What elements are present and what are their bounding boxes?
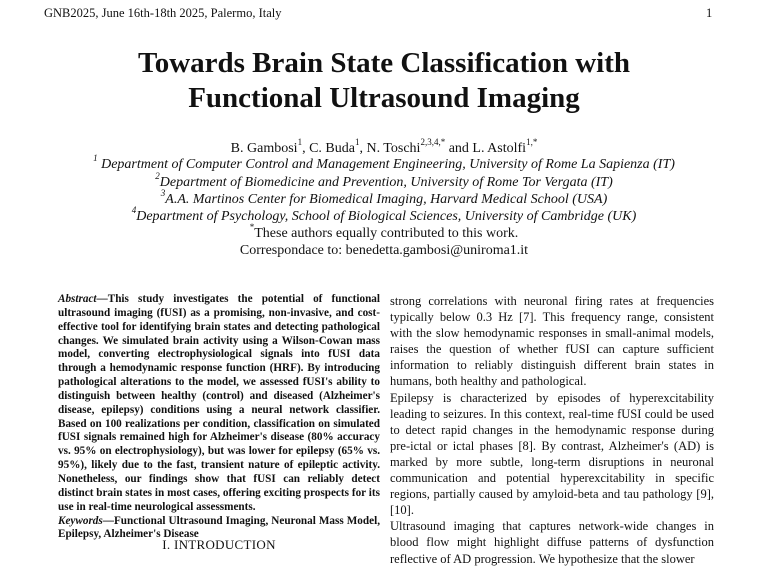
affiliation-text: Department of Psychology, School of Biological Sciences, University of Cambridge (UK) — [136, 209, 637, 224]
author-name: C. Buda — [309, 141, 355, 156]
affiliation-text: Department of Computer Control and Management Engineering, University of Rome La Sapienza (IT) — [97, 157, 675, 172]
abstract — [58, 293, 380, 515]
title-line-1: Towards Brain State Classification with — [138, 47, 630, 79]
body-paragraph-1: strong correlations with neuronal firing rates at frequencies typically below 0.3 Hz [7]. This frequency range, consistent with the slow hemodynamic responses in small-animal models, raises the question of whether fUSI can capture sufficient information to reliably distinguish different brain states in humans, both healthy and pathological. — [390, 294, 714, 389]
affiliation-mark: 3 — [160, 188, 166, 199]
paper-title — [40, 46, 728, 116]
body-paragraph-3: Ultrasound imaging that captures network-wide changes in blood flow might highlight diffuse patterns of dysfunction reflective of AD progression. We hypothesize that the slower — [390, 519, 714, 566]
right-column — [390, 293, 714, 567]
left-column — [58, 293, 380, 542]
abstract-text: —This study investigates the potential of functional ultrasound imaging (fUSI) as a promising, non-invasive, and cost-effective tool for identifying brain states and detecting pathological changes. We simulated brain activity using a Wilson-Cowan mass model, converting electrophysiological signals into fUSI data through a hemodynamic response function (HRF). By introducing pathological alterations to the model, we assessed fUSI's ability to distinguish between healthy (control) and diseased (Alzheimer's disease, epilepsy) conditions using a neural network classifier. Based on 100 realizations per condition, classification on simulated fUSI signals remained high for Alzheimer's disease (80% accuracy vs. 95% on electrophysiology), but was lower for epilepsy (65% vs. 95%), likely due to the fast, transient nature of epileptic activity. Nonetheless, our findings show that fUSI can reliably detect distinct brain states in most cases, offering exciting prospects for its use in real-time neurological assessments. — [58, 293, 380, 513]
body-paragraph-2: Epilepsy is characterized by episodes of hyperexcitability leading to seizures. In this context, real-time fUSI could be used to detect rapid changes in the hemodynamic response during pre-ictal or ictal phases [8]. By contrast, Alzheimer's (AD) is marked by more subtle, long-term disruptions in neuronal communication and potential hyperexcitability in specific regions, partially caused by amyloid-beta and tau pathology [9], [10]. — [390, 390, 714, 518]
author-conjunction: and — [448, 141, 469, 156]
page-number: 1 — [706, 6, 713, 20]
author-affiliation-mark: 1 — [354, 137, 360, 148]
conference-header: GNB2025, June 16th-18th 2025, Palermo, Italy — [44, 6, 282, 20]
correspondence-line: Correspondace to: benedetta.gambosi@uniroma1.it — [239, 243, 529, 258]
affiliation-mark: 1 — [93, 153, 98, 164]
affiliation-mark: 4 — [131, 205, 137, 216]
keywords-text: —Functional Ultrasound Imaging, Neuronal Mass Model, Epilepsy, Alzheimer's Disease — [58, 514, 380, 541]
abstract-label: Abstract — [58, 293, 97, 305]
affiliation-mark: 2 — [155, 171, 160, 182]
author-affiliation-mark: 1,* — [526, 137, 538, 148]
section-heading-introduction: I. INTRODUCTION — [162, 537, 276, 552]
author-name: B. Gambosi — [230, 141, 298, 156]
equal-contribution-text: These authors equally contributed to this work. — [254, 226, 519, 241]
author-name: N. Toschi — [366, 141, 421, 156]
author-affiliation-mark: 2,3,4,* — [420, 137, 446, 148]
affiliation-1 — [40, 155, 728, 174]
affiliation-text: A.A. Martinos Center for Biomedical Imaging, Harvard Medical School (USA) — [165, 192, 608, 207]
author-list: B. Gambosi$^1$, C. Buda$^1$, N. Toschi$^{2,3,4,*}$ and L. Astolfi$^{1,*}$ — [230, 137, 538, 156]
affiliation-text: Department of Biomedicine and Prevention, University of Rome Tor Vergata (IT) — [159, 175, 613, 190]
equal-contribution-mark: * — [249, 222, 255, 233]
keywords-label: Keywords — [58, 514, 103, 527]
author-name: L. Astolfi — [472, 141, 527, 156]
author-affiliation-mark: 1 — [297, 137, 303, 148]
title-line-2: Functional Ultrasound Imaging — [188, 82, 580, 114]
